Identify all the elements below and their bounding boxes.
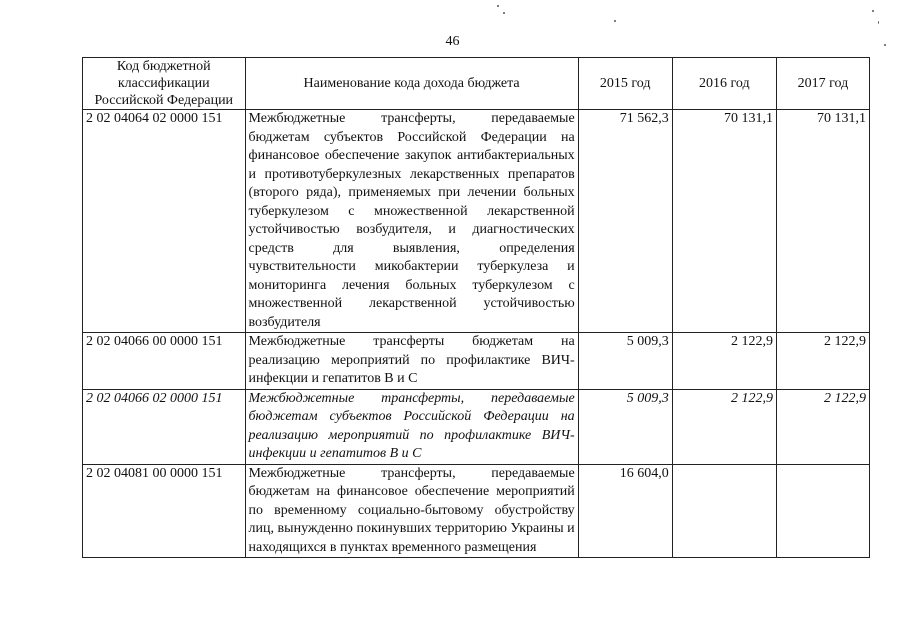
header-2017: 2017 год — [776, 58, 869, 110]
scan-speck — [614, 20, 616, 22]
budget-table — [82, 57, 870, 558]
scan-speck — [497, 5, 499, 7]
row-name: Межбюджетные трансферты, передаваемые бюджетам на финансовое обеспечение мероприятий по временному социально-бытовому обустройству лиц, вынужденно покинувших территорию Украины и находящихся в пунктах временного размещения — [245, 464, 578, 558]
header-name: Наименование кода дохода бюджета — [245, 58, 578, 110]
table-row — [83, 333, 870, 390]
scan-speck — [872, 10, 874, 12]
row-value-2017: 2 122,9 — [776, 389, 869, 464]
row-value-2016 — [672, 464, 776, 558]
row-value-2017: 70 131,1 — [776, 110, 869, 333]
row-name: Межбюджетные трансферты, передаваемые бюджетам субъектов Российской Федерации на реализацию мероприятий по профилактике ВИЧ-инфекции и гепатитов B и C — [245, 389, 578, 464]
table-row — [83, 464, 870, 558]
row-code: 2 02 04066 00 0000 151 — [83, 333, 246, 390]
header-row — [83, 58, 870, 110]
row-value-2016: 70 131,1 — [672, 110, 776, 333]
row-name: Межбюджетные трансферты, передаваемые бюджетам субъектов Российской Федерации на финансовое обеспечение закупок антибактериальных и противотуберкулезных лекарственных препаратов (второго ряда), применяемых при лечении больных туберкулезом с множественной лекарственной устойчивостью возбудителя, и диагностических средств для выявления, определения чувствительности микобактерии туберкулеза и мониторинга лечения больных туберкулезом с множественной лекарственной устойчивостью возбудителя — [245, 110, 578, 333]
row-value-2015: 16 604,0 — [578, 464, 672, 558]
scan-speck — [503, 12, 505, 14]
header-2016: 2016 год — [672, 58, 776, 110]
row-name: Межбюджетные трансферты бюджетам на реализацию мероприятий по профилактике ВИЧ-инфекции и гепатитов B и C — [245, 333, 578, 390]
row-value-2015: 5 009,3 — [578, 333, 672, 390]
page-number: 46 — [445, 34, 460, 49]
row-value-2017 — [776, 464, 869, 558]
scan-speck — [878, 21, 879, 24]
row-value-2016: 2 122,9 — [672, 333, 776, 390]
row-value-2016: 2 122,9 — [672, 389, 776, 464]
row-value-2015: 5 009,3 — [578, 389, 672, 464]
header-code: Код бюджетной классификации Российской Федерации — [83, 58, 246, 110]
row-value-2015: 71 562,3 — [578, 110, 672, 333]
table-row — [83, 110, 870, 333]
row-code: 2 02 04066 02 0000 151 — [83, 389, 246, 464]
row-code: 2 02 04064 02 0000 151 — [83, 110, 246, 333]
row-code: 2 02 04081 00 0000 151 — [83, 464, 246, 558]
row-value-2017: 2 122,9 — [776, 333, 869, 390]
header-2015: 2015 год — [578, 58, 672, 110]
table-row — [83, 389, 870, 464]
